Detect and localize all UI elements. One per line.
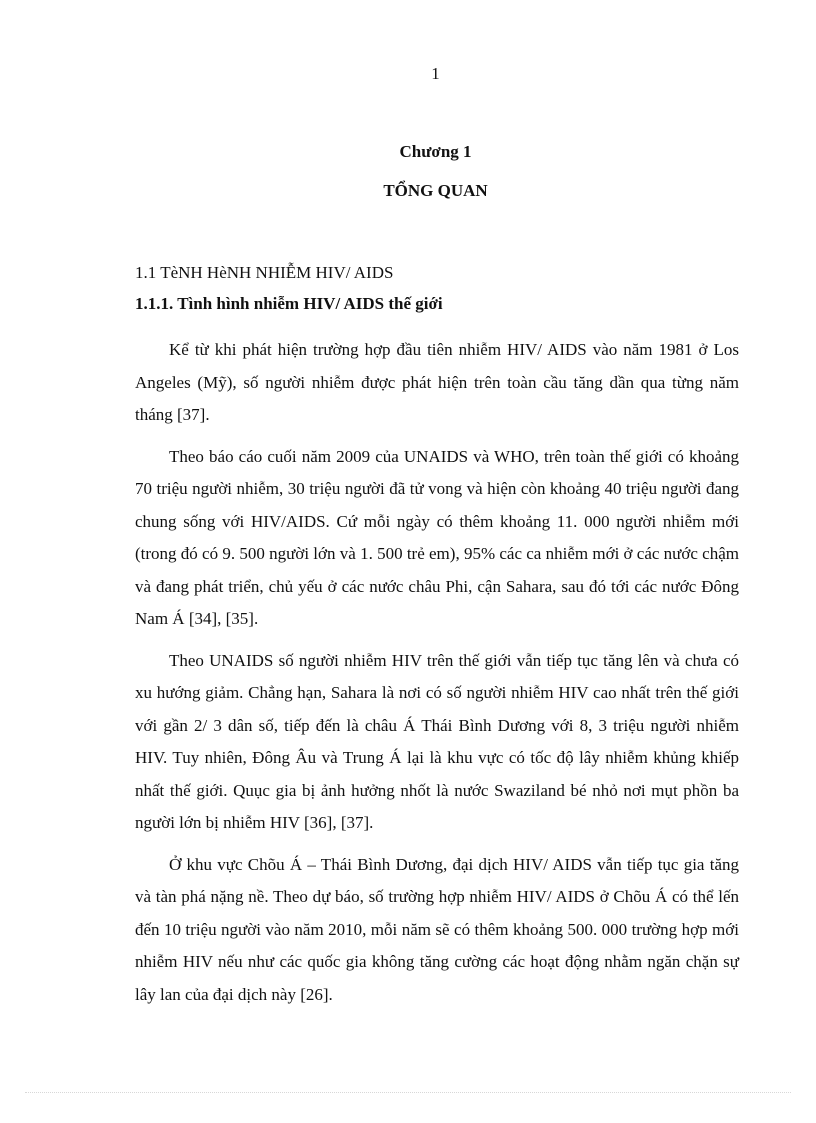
page-number: 1 [431, 64, 440, 83]
section-heading: 1.1 TèNH HèNH NHIỄM HIV/ AIDS [135, 263, 394, 282]
paragraph-first-case: Kể từ khi phát hiện trường hợp đầu tiên nhiễm HIV/ AIDS vào năm 1981 ở Los Angeles (Mỹ), số người nhiễm được phát hiện trên toàn cầu tăng dần qua từng năm tháng [37]. [135, 340, 739, 424]
chapter-title: TỔNG QUAN [383, 181, 488, 200]
subsection-heading: 1.1.1. Tình hình nhiễm HIV/ AIDS thế giới [135, 294, 443, 313]
paragraph-asia-pacific: Ở khu vực Chõu Á – Thái Bình Dương, đại dịch HIV/ AIDS vẫn tiếp tục gia tăng và tàn phá nặng nề. Theo dự báo, số trường hợp nhiễm HIV/ AIDS ở Chõu Á có thể lến đến 10 triệu người vào năm 2010, mỗi năm sẽ có thêm khoảng 500. 000 trường hợp mới nhiễm HIV nếu như các quốc gia không tăng cường các hoạt động nhằm ngăn chặn sự lây lan của đại dịch này [26]. [135, 854, 739, 1004]
body-text [135, 334, 739, 1020]
chapter-label: Chương 1 [399, 142, 472, 161]
paragraph-global-trend: Theo UNAIDS số người nhiễm HIV trên thế giới vẫn tiếp tục tăng lên và chưa có xu hướng giảm. Chẳng hạn, Sahara là nơi có số người nhiễm HIV cao nhất trên thế giới với gần 2/ 3 dân số, tiếp đến là châu Á Thái Bình Dương với 8, 3 triệu người nhiễm HIV. Tuy nhiên, Đông Âu và Trung Á lại là khu vực có tốc độ lây nhiễm khủng khiếp nhất thế giới. Quục gia bị ảnh hưởng nhốt là nước Swaziland bé nhỏ nơi mụt phồn ba người lớn bị nhiễm HIV [36], [37]. [135, 650, 739, 832]
paragraph-unaids-who-report: Theo báo cáo cuối năm 2009 của UNAIDS và WHO, trên toàn thế giới có khoảng 70 triệu người nhiễm, 30 triệu người đã tử vong và hiện còn khoảng 40 triệu người đang chung sống với HIV/AIDS. Cứ mỗi ngày có thêm khoảng 11. 000 người nhiễm mới (trong đó có 9. 500 người lớn và 1. 500 trẻ em), 95% các ca nhiễm mới ở các nước chậm và đang phát triển, chủ yếu ở các nước châu Phi, cận Sahara, sau đó tới các nước Đông Nam Á [34], [35]. [135, 446, 739, 628]
footer-divider [25, 1092, 791, 1093]
